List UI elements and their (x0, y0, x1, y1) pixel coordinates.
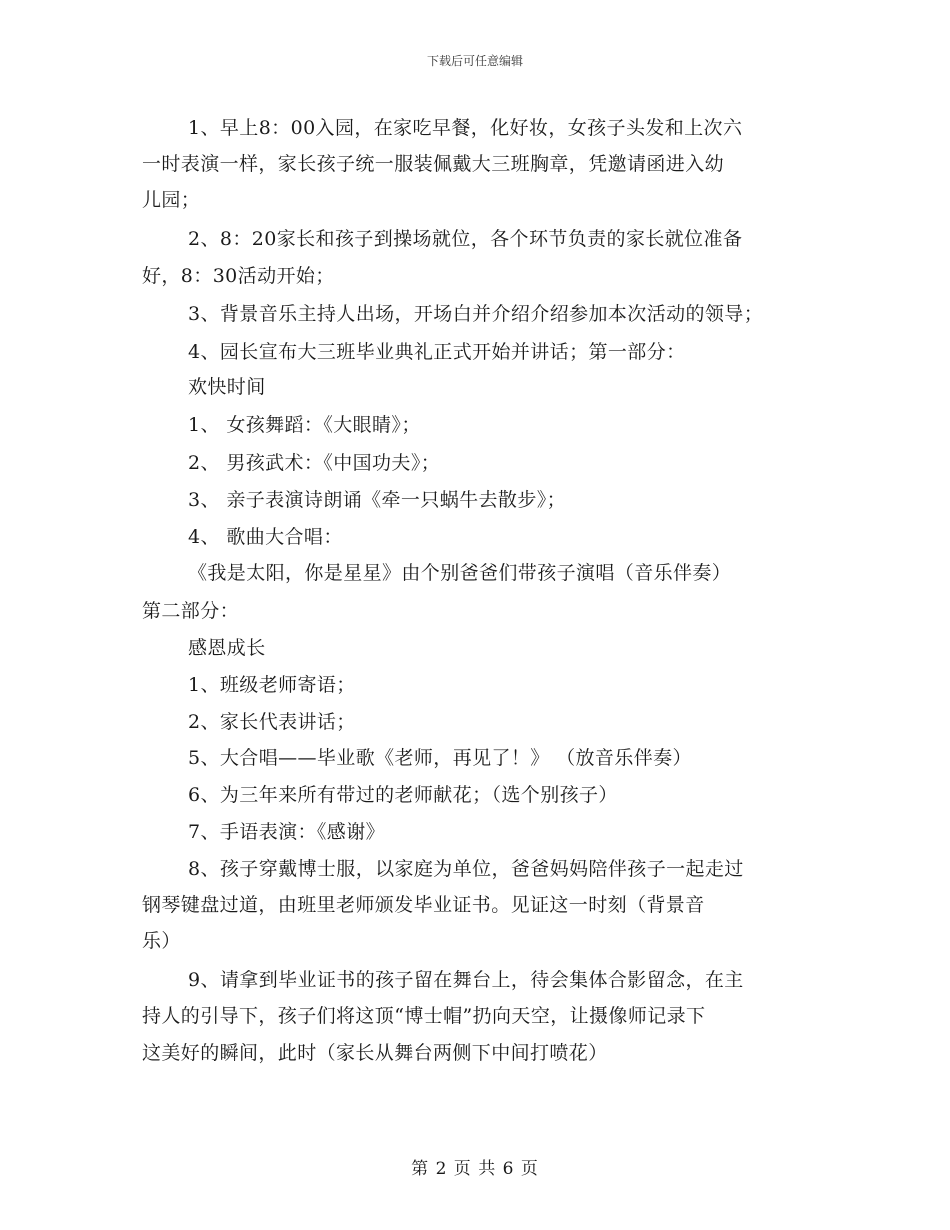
text-line: 持人的引导下，孩子们将这顶“博士帽”扔向天空，让摄像师记录下 (142, 1005, 706, 1027)
list-item: 1、 女孩舞蹈：《大眼睛》； (188, 414, 421, 436)
text-line: 乐） (142, 930, 181, 952)
text-line: 感恩成长 (188, 637, 266, 659)
list-item: 7、手语表演：《感谢》 (188, 821, 385, 843)
text-line: 8、孩子穿戴博士服，以家庭为单位，爸爸妈妈陪伴孩子一起走过 (188, 858, 744, 880)
list-item: 5、大合唱——毕业歌《老师，再见了！》 （放音乐伴奏） (188, 747, 692, 769)
text-line: 2、8：20家长和孩子到操场就位，各个环节负责的家长就位准备 (188, 228, 743, 250)
text-line: 《我是太阳，你是星星》由个别爸爸们带孩子演唱（音乐伴奏） (188, 562, 732, 584)
text-line: 1、早上8：00入园，在家吃早餐，化好妆，女孩子头发和上次六 (188, 117, 743, 139)
page-number: 第 2 页 共 6 页 (411, 1159, 539, 1179)
text-line: 儿园； (142, 189, 201, 211)
list-item: 3、 亲子表演诗朗诵《牵一只蜗牛去散步》； (188, 489, 567, 511)
page-header: 下载后可任意编辑 (426, 54, 523, 68)
list-item: 1、班级老师寄语； (188, 674, 356, 696)
text-line: 这美好的瞬间，此时（家长从舞台两侧下中间打喷花） (142, 1042, 608, 1064)
text-line: 欢快时间 (188, 376, 266, 398)
text-line: 好，8：30活动开始； (142, 265, 335, 287)
text-line: 4、园长宣布大三班毕业典礼正式开始并讲话；第一部分： (188, 341, 686, 363)
list-item: 2、家长代表讲话； (188, 711, 356, 733)
list-item: 4、 歌曲大合唱： (188, 526, 343, 548)
list-item: 2、 男孩武术：《中国功夫》； (188, 452, 441, 474)
text-line: 3、背景音乐主持人出场，开场白并介绍介绍参加本次活动的领导； (188, 303, 764, 325)
text-line: 钢琴键盘过道，由班里老师颁发毕业证书。见证这一时刻（背景音 (142, 894, 705, 916)
section-heading: 第二部分： (142, 600, 240, 622)
text-line: 一时表演一样，家长孩子统一服装佩戴大三班胸章，凭邀请函进入幼 (142, 153, 725, 175)
list-item: 6、为三年来所有带过的老师献花；（选个别孩子） (188, 784, 618, 806)
text-line: 9、请拿到毕业证书的孩子留在舞台上，待会集体合影留念，在主 (188, 969, 744, 991)
